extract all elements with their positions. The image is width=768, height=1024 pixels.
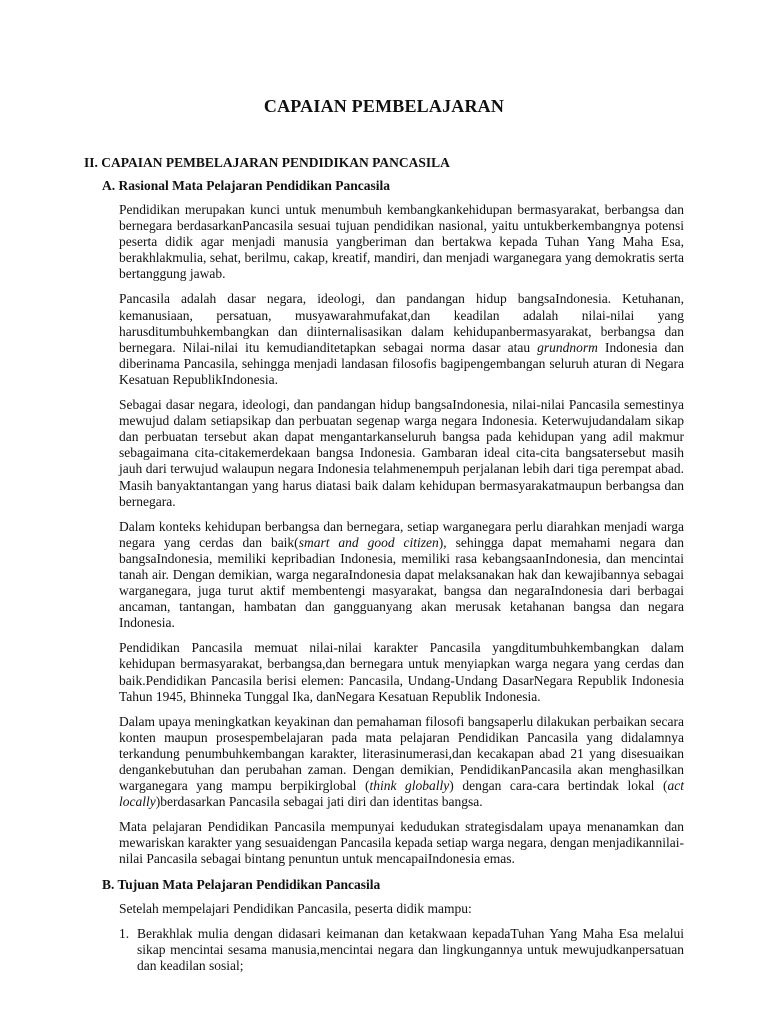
paragraph-3: Sebagai dasar negara, ideologi, dan pandangan hidup bangsaIndonesia, nilai-nilai Pancasila semestinya mewujud dalam setiapsikap dan perbuatan segenap warga negara Indonesia. Keterwujudandalam sikap dan perbuatan tersebut akan dapat mengantarkanseluruh bangsa pada kehidupan yang adil makmur sebagaimana cita-citakemerdekaan bangsa Indonesia. Gambaran ideal cita-cita bangsatersebut masih jauh dari terwujud walaupun negara Indonesia telahmenempuh perjalanan lebih dari tiga perempat abad. Masih banyaktantangan yang harus diatasi baik dalam kehidupan bermasyarakatmaupun berbangsa dan bernegara. <box>119 397 684 509</box>
paragraph-2-text-b: Indonesia dan diberinama Pancasila, sehingga menjadi landasan filosofis bagipengembangan seluruh aturan di Negara Kesatuan RepublikIndonesia. <box>119 339 685 387</box>
subsection-a-title: A. Rasional Mata Pelajaran Pendidikan Pancasila <box>102 178 391 193</box>
subsection-b-title: B. Tujuan Mata Pelajaran Pendidikan Pancasila <box>102 876 381 892</box>
section-title: II. CAPAIAN PEMBELAJARAN PENDIDIKAN PANCASILA <box>84 155 450 170</box>
paragraph-6-italic-1: think globally <box>369 778 450 794</box>
paragraph-6-text-c: )berdasarkan Pancasila sebagai jati diri dan identitas bangsa. <box>155 794 483 810</box>
paragraph-4-text-a: Dalam konteks kehidupan berbangsa dan bernegara, setiap warganegara perlu diarahkan menjadi warga negara yang cerdas dan baik( <box>119 518 684 550</box>
list-item <box>119 926 684 974</box>
paragraph-6 <box>119 714 684 811</box>
paragraph-2 <box>119 291 684 388</box>
objectives-list <box>119 926 684 974</box>
paragraph-8: Setelah mempelajari Pendidikan Pancasila, peserta didik mampu: <box>119 900 472 916</box>
paragraph-4-italic: smart and good citizen <box>298 534 439 550</box>
paragraph-7: Mata pelajaran Pendidikan Pancasila mempunyai kedudukan strategisdalam upaya menanamkan dan mewariskan karakter yang sesuaidengan Pancasila kepada setiap warga negara, dengan menjadikannilai-nilai Pancasila sebagai bintang penuntun untuk mencapaiIndonesia emas. <box>119 819 684 867</box>
paragraph-2-italic: grundnorm <box>537 339 598 355</box>
paragraph-4-text-b: ), sehingga dapat memahami negara dan bangsaIndonesia, memiliki kepribadian Indonesia, memiliki rasa kebangsaanIndonesia, dan mencintai tanah air. Dengan demikian, warga negaraIndonesia dapat melaksanakan hak dan kewajibannya sebagai warganegara, juga turut aktif membentengi masyarakat, bangsa dan negaraIndonesia dari berbagai ancaman, tantangan, hambatan dan gangguanyang akan merusak ketahanan bangsa dan negara Indonesia. <box>119 534 685 631</box>
paragraph-4 <box>119 519 684 632</box>
paragraph-2-text-a: Pancasila adalah dasar negara, ideologi, dan pandangan hidup bangsaIndonesia. Ketuhanan, kemanusiaan, persatuan, musyawarahmufakat,dan keadilan adalah nilai-nilai yang harusditumbuhkembangkan dan diinternalisasikan dalam kehidupanbermasyarakat, berbangsa dan bernegara. Nilai-nilai itu kemudianditetapkan sebagai norma dasar atau <box>119 291 684 355</box>
document-title: CAPAIAN PEMBELAJARAN <box>263 96 505 116</box>
paragraph-1: Pendidikan merupakan kunci untuk menumbuh kembangkankehidupan bermasyarakat, berbangsa dan bernegara berdasarkanPancasila sesuai tujuan pendidikan nasional, yaitu untukberkembangnya potensi peserta didik agar menjadi manusia yangberiman dan bertakwa kepada Tuhan Yang Maha Esa, berakhlakmulia, sehat, berilmu, cakap, kreatif, mandiri, dan menjadi warganegara yang demokratis serta bertanggung jawab. <box>119 202 684 282</box>
paragraph-5: Pendidikan Pancasila memuat nilai-nilai karakter Pancasila yangditumbuhkembangkan dalam kehidupan bermasyarakat, berbangsa,dan bernegara untuk menyiapkan warga negara yang cerdas dan baik.Pendidikan Pancasila berisi elemen: Pancasila, Undang-Undang DasarNegara Republik Indonesia Tahun 1945, Bhinneka Tunggal Ika, danNegara Kesatuan Republik Indonesia. <box>119 640 684 704</box>
section-b-body <box>119 901 684 974</box>
paragraph-6-text-a: Dalam upaya meningkatkan keyakinan dan pemahaman filosofi bangsaperlu dilakukan perbaikan secara konten maupun prosespembelajaran pada mata pelajaran Pendidikan Pancasila yang didalamnya terkandung penumbuhkembangan karakter, literasinumerasi,dan kecakapan abad 21 yang disesuaikan dengankebutuhan dan perubahan zaman. Dengan demikian, PendidikanPancasila akan menghasilkan warganegara yang mampu berpikirglobal ( <box>119 713 684 794</box>
list-item-text: Berakhlak mulia dengan didasari keimanan dan ketakwaan kepadaTuhan Yang Maha Esa melalui sikap mencintai sesama manusia,mencintai negara dan lingkungannya untuk mewujudkanpersatuan dan keadilan sosial; <box>137 925 684 973</box>
list-item-number: 1. <box>119 925 130 941</box>
section-a-body <box>119 202 684 868</box>
paragraph-6-text-b: ) dengan cara-cara bertindak lokal ( <box>449 778 668 794</box>
paragraph-6-italic-2: act locally <box>119 778 684 810</box>
